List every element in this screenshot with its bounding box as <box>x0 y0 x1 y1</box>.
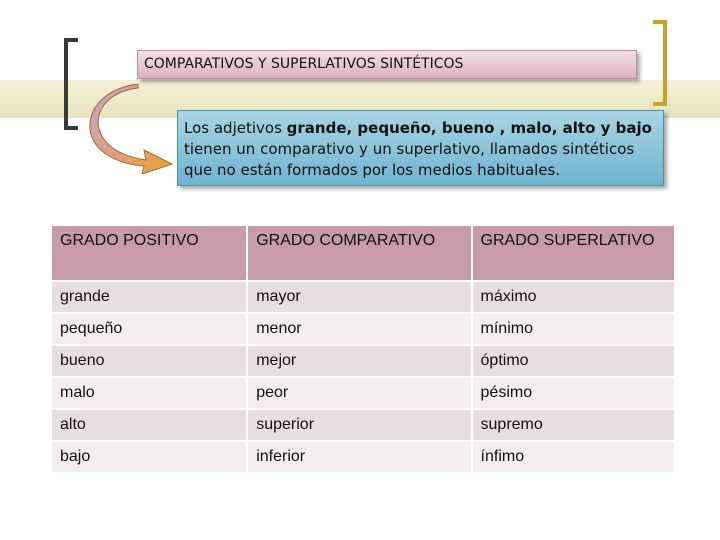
table-row <box>51 313 675 345</box>
description-prefix: Los adjetivos <box>184 119 287 137</box>
comparative-cell: superior <box>247 409 471 441</box>
table-row <box>51 345 675 377</box>
superlative-cell: mínimo <box>472 313 675 345</box>
positive-cell: bueno <box>51 345 247 377</box>
table-row <box>51 441 675 473</box>
superlative-cell: pésimo <box>472 377 675 409</box>
comparative-cell: peor <box>247 377 471 409</box>
table-row <box>51 377 675 409</box>
table-header-row <box>51 225 675 281</box>
comparative-cell: menor <box>247 313 471 345</box>
positive-cell: grande <box>51 281 247 313</box>
table-row <box>51 409 675 441</box>
description-box <box>177 110 664 186</box>
header-positive: GRADO POSITIVO <box>51 225 247 281</box>
page-title: COMPARATIVOS Y SUPERLATIVOS SINTÉTICOS <box>144 56 464 72</box>
header-superlative: GRADO SUPERLATIVO <box>472 225 675 281</box>
description-suffix: tienen un comparativo y un superlativo, llamados sintéticos que no están formados por los medios habituales. <box>184 140 635 179</box>
header-comparative: GRADO COMPARATIVO <box>247 225 471 281</box>
curved-arrow-icon <box>80 84 180 174</box>
left-bracket-decoration <box>64 38 78 130</box>
comparative-cell: inferior <box>247 441 471 473</box>
positive-cell: pequeño <box>51 313 247 345</box>
right-bracket-decoration <box>653 20 667 106</box>
positive-cell: malo <box>51 377 247 409</box>
superlative-cell: supremo <box>472 409 675 441</box>
comparative-cell: mejor <box>247 345 471 377</box>
table-row <box>51 281 675 313</box>
description-bold-words: grande, pequeño, bueno , malo, alto y bajo <box>286 119 652 137</box>
positive-cell: alto <box>51 409 247 441</box>
superlative-cell: máximo <box>472 281 675 313</box>
comparative-cell: mayor <box>247 281 471 313</box>
positive-cell: bajo <box>51 441 247 473</box>
superlative-cell: ínfimo <box>472 441 675 473</box>
comparison-table <box>50 224 676 474</box>
title-box <box>137 50 637 79</box>
superlative-cell: óptimo <box>472 345 675 377</box>
